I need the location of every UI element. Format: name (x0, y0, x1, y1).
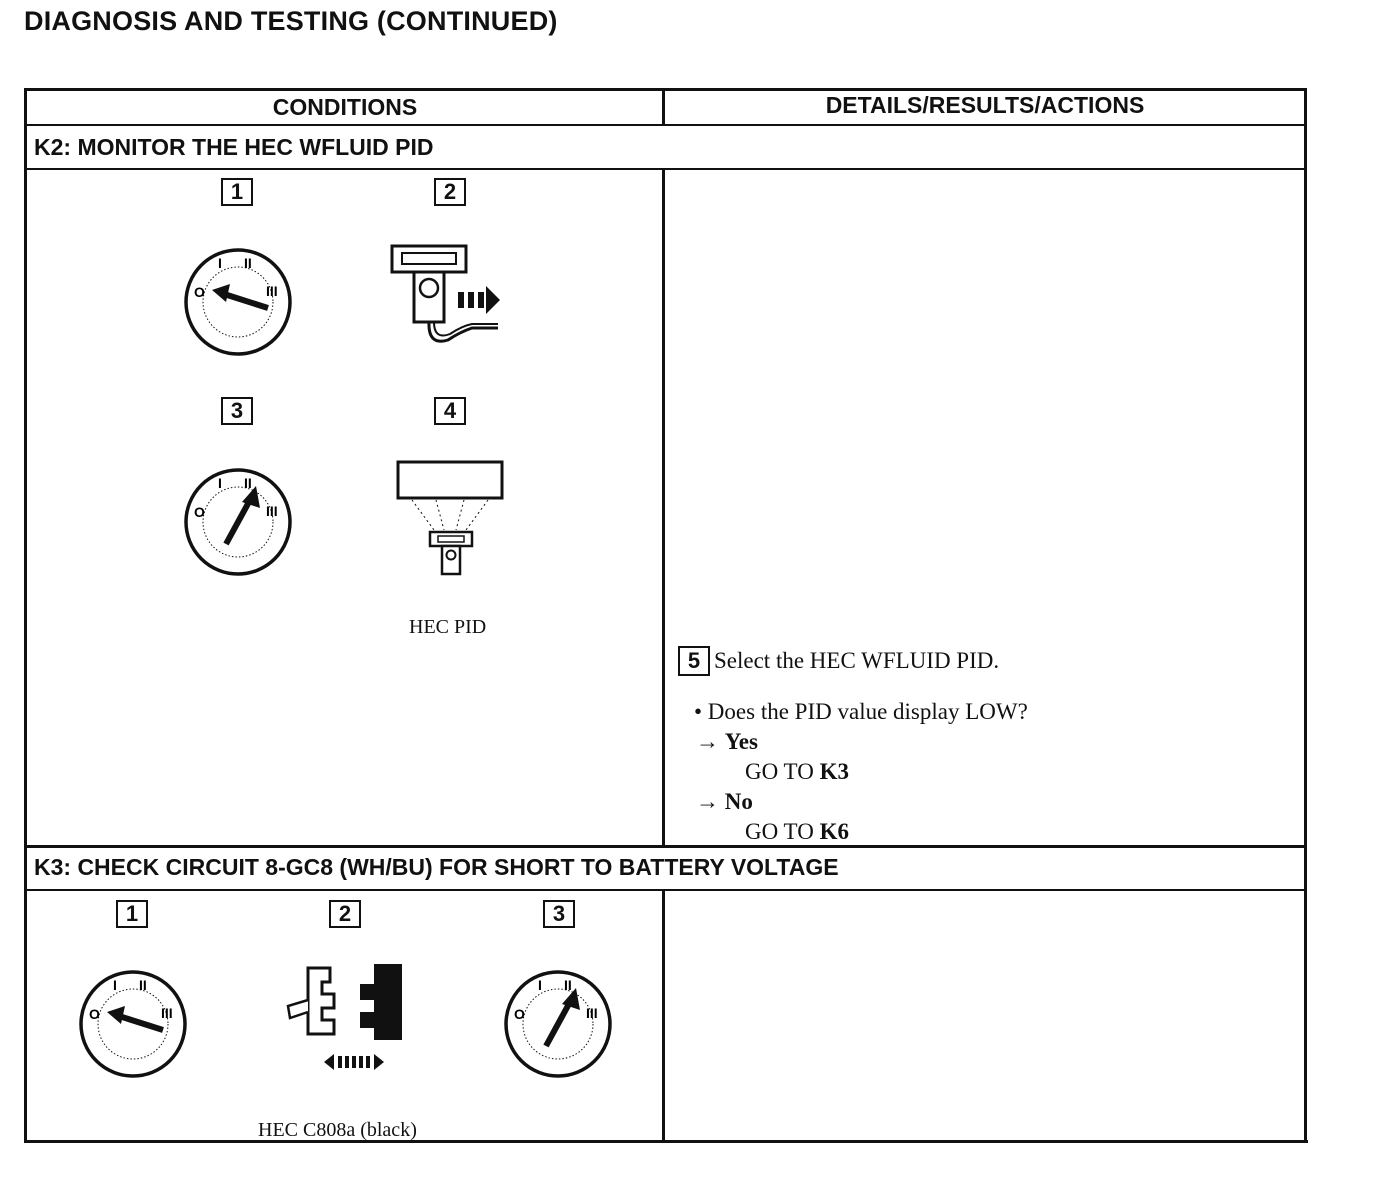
page-title: DIAGNOSIS AND TESTING (CONTINUED) (24, 6, 558, 36)
ignition-off-icon (180, 244, 296, 360)
header-details: DETAILS/RESULTS/ACTIONS (825, 92, 1145, 118)
ignition-off-icon (75, 966, 191, 1082)
k2-step-1: 1 (221, 178, 253, 206)
yes-label: Yes (724, 729, 758, 754)
header-conditions: CONDITIONS (272, 94, 418, 120)
ignition-on-icon (500, 966, 616, 1082)
k2-step-5: 5 (678, 646, 710, 676)
k3-step-1: 1 (116, 900, 148, 928)
svg-text:O: O (194, 504, 205, 520)
svg-text:O: O (89, 1006, 100, 1022)
k2-caption: HEC PID (409, 616, 487, 638)
k2-heading: K2: MONITOR THE HEC WFLUID PID (34, 134, 434, 160)
k3-heading: K3: CHECK CIRCUIT 8-GC8 (WH/BU) FOR SHORT TO BATTERY VOLTAGE (34, 854, 839, 880)
no-label: No (724, 789, 753, 814)
k2-no-goto: GO TO K6 (745, 819, 849, 844)
ign-mark-o: O (194, 284, 205, 300)
svg-text:III: III (266, 503, 278, 519)
svg-text:I: I (113, 977, 117, 993)
svg-text:I: I (538, 977, 542, 993)
svg-text:III: III (161, 1005, 173, 1021)
svg-text:III: III (586, 1005, 598, 1021)
svg-text:O: O (514, 1006, 525, 1022)
arrow-icon: → (696, 789, 719, 814)
scan-tool-connect-icon (388, 240, 512, 350)
k2-step-3: 3 (221, 397, 253, 425)
svg-text:II: II (244, 475, 252, 491)
svg-text:I: I (218, 475, 222, 491)
svg-text:II: II (564, 977, 572, 993)
k3-step-2: 2 (329, 900, 361, 928)
ign-mark-i: I (218, 255, 222, 271)
ign-mark-iii: III (266, 283, 278, 299)
k2-question: • Does the PID value display LOW? (694, 699, 1028, 724)
ignition-on-icon (180, 464, 296, 580)
k2-no-row (696, 789, 753, 815)
k2-step-4: 4 (434, 397, 466, 425)
k2-step5-text: Select the HEC WFLUID PID. (714, 648, 1000, 673)
k2-step-2: 2 (434, 178, 466, 206)
ign-mark-ii: II (244, 255, 252, 271)
arrow-icon: → (696, 729, 719, 754)
scan-tool-display-icon (392, 458, 510, 582)
k2-yes-row (696, 729, 758, 755)
k2-yes-goto: GO TO K3 (745, 759, 849, 784)
k3-step-3: 3 (543, 900, 575, 928)
k3-caption: HEC C808a (black) (258, 1119, 417, 1141)
svg-text:II: II (139, 977, 147, 993)
connector-disconnect-icon (282, 960, 408, 1076)
